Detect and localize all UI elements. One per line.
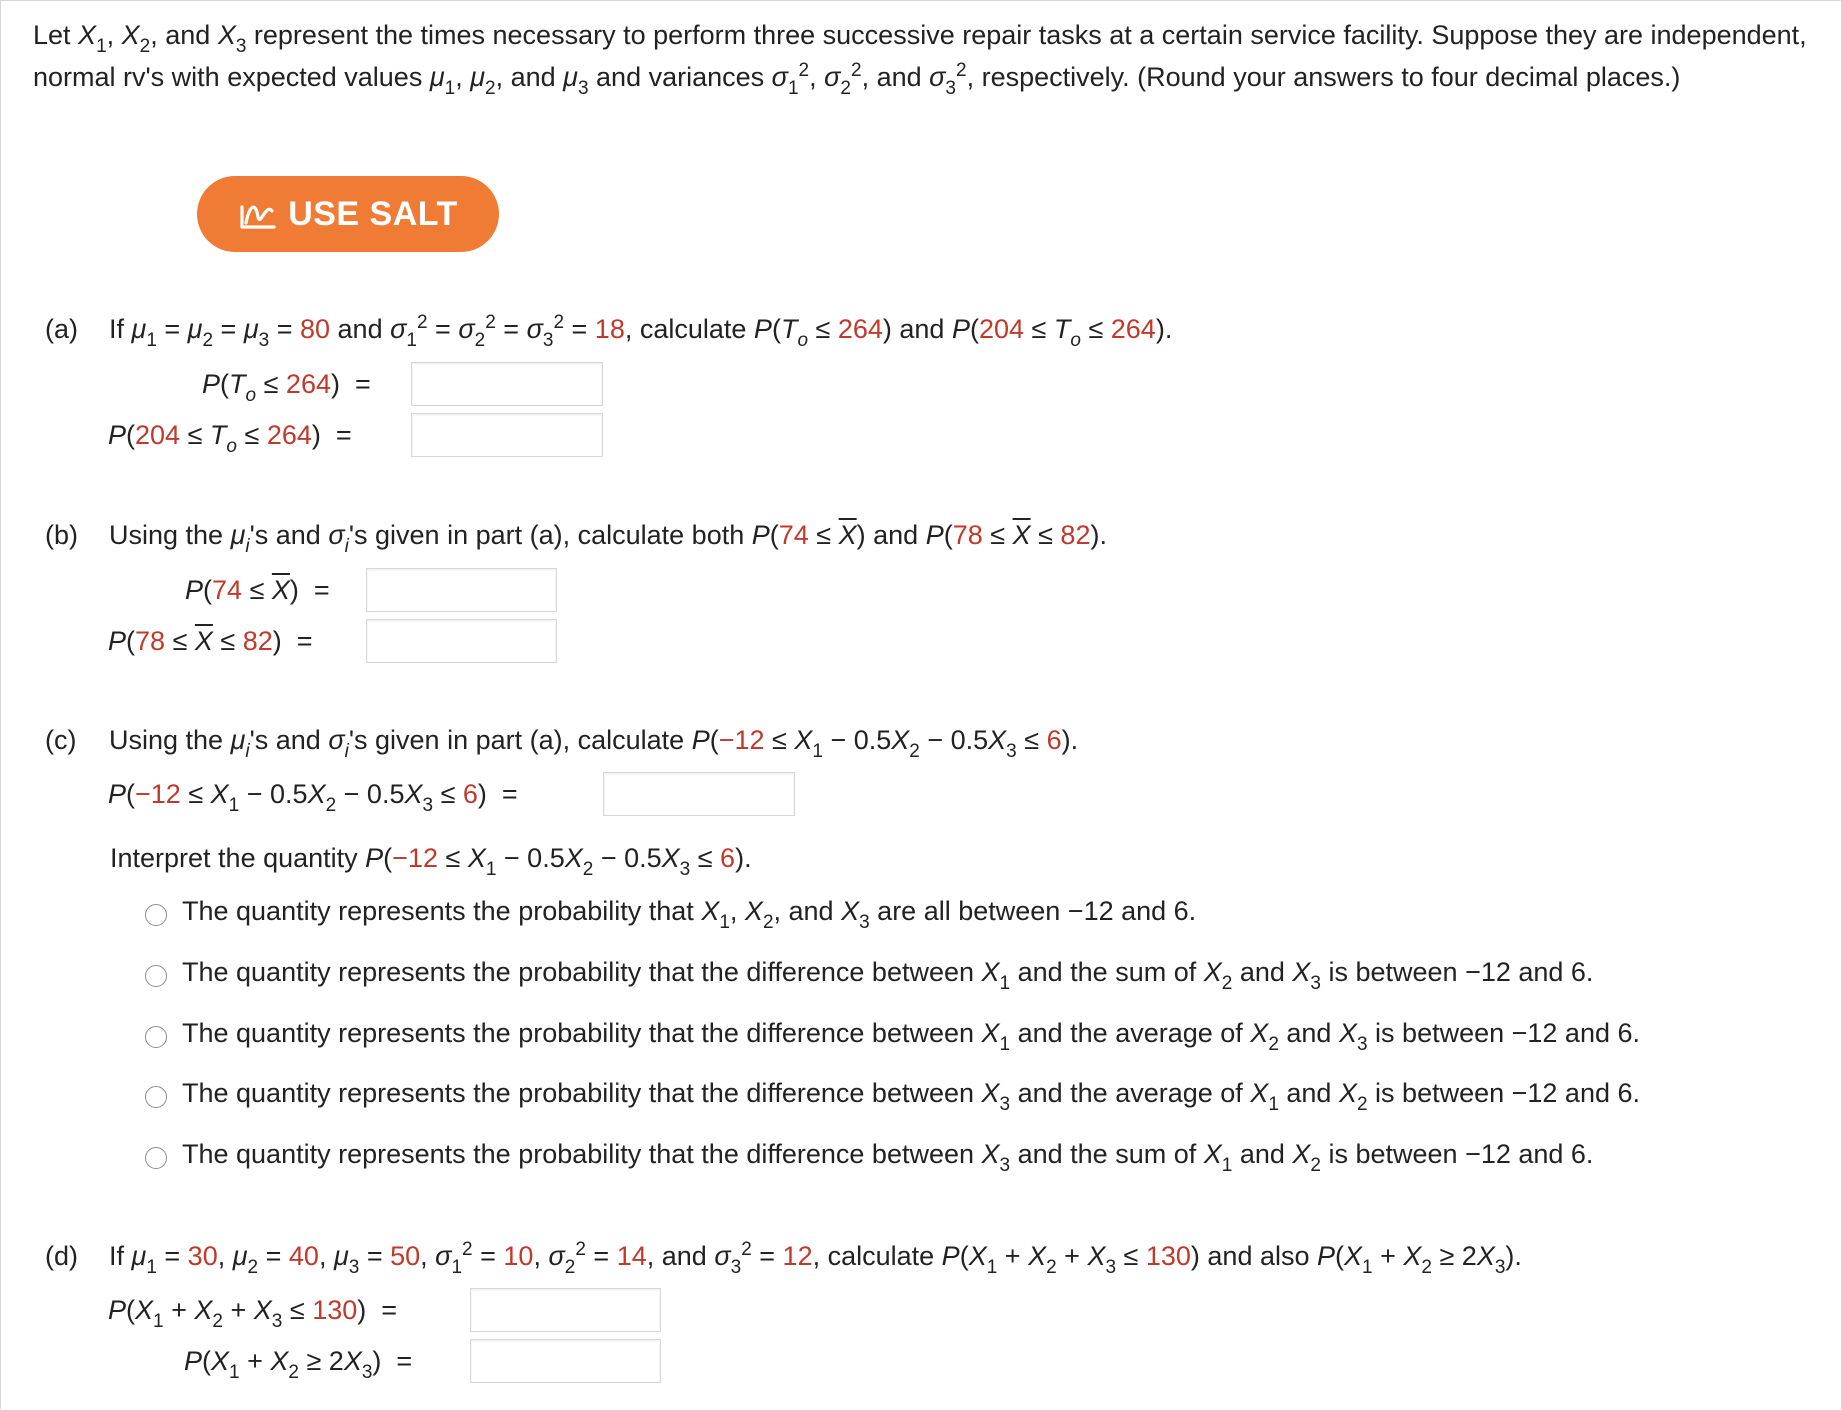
part-c-question: (c) Using the $\mu_i's$ and $\sigma_i's$ given in part (a), calculate $P(-12 \le X_1 - 0.5X_2 - 0.5X_3 \le 6)$. (45, 725, 1079, 763)
part-c-answer-1-input[interactable] (603, 772, 795, 816)
option-5-radio[interactable] (145, 1147, 167, 1169)
use-salt-label: USE SALT (288, 194, 458, 233)
option-2-radio[interactable] (145, 965, 167, 987)
part-a-question: (a) If $\mu_1 = \mu_2 = \mu_3 = 80$ and $\sigma_1^2 = \sigma_2^2 = \sigma_3^2 = 18$, calculate $P(T_o \le 264)$ and $P(204 \le T_o \le 264)$. (45, 312, 1173, 352)
part-a-label-1: $P(T_o \le 264)$ = (202, 369, 371, 407)
part-c-label-1: $P(-12 \le X_1 - 0.5X_2 - 0.5X_3 \le 6)$ = (108, 779, 518, 817)
part-c-interpret-prompt: Interpret the quantity $P(-12 \le X_1 - 0.5X_2 - 0.5X_3 \le 6)$. (110, 843, 752, 881)
option-3-text[interactable]: The quantity represents the probability that the difference between $X_1$ and the average of $X_2$ and $X_3$ is between −12 and 6. (182, 1018, 1640, 1056)
part-b-label-1: $P(74 \le \overline{X})$ = (185, 575, 330, 605)
part-d-label-1: $P(X_1 + X_2 + X_3 \le 130)$ = (108, 1295, 398, 1333)
part-d-answer-1-input[interactable] (470, 1288, 661, 1332)
part-b-label-2: $P(78 \le \overline{X} \le 82)$ = (108, 626, 313, 656)
part-d-answer-2-input[interactable] (470, 1339, 661, 1383)
option-5-text[interactable]: The quantity represents the probability that the difference between $X_3$ and the sum of $X_1$ and $X_2$ is between −12 and 6. (182, 1139, 1594, 1177)
use-salt-button[interactable] (197, 176, 499, 252)
option-1-text[interactable]: The quantity represents the probability that $X_1$, $X_2$, and $X_3$ are all between −12 and 6. (182, 896, 1197, 934)
part-d-question: (d) If $\mu_1 = 30$, $\mu_2 = 40$, $\mu_3 = 50$, $\sigma_1^2 = 10$, $\sigma_2^2 = 14$, and $\sigma_3^2 = 12$, calculate $P(X_1 + X_2 + X_3 \le 130)$ and also $P(X_1 + X_2 \ge 2X_3)$. (45, 1239, 1522, 1279)
part-b-answer-1-input[interactable] (366, 568, 557, 612)
option-1-radio[interactable] (145, 904, 167, 926)
option-4-radio[interactable] (145, 1086, 167, 1108)
part-b-answer-2-input[interactable] (366, 619, 557, 663)
part-b-question: (b) Using the $\mu_i's$ and $\sigma_i's$ given in part (a), calculate both $P(74 \le \overline{X})$ and $P(78 \le \overline{X} \le 82)$. (45, 520, 1107, 558)
option-4-text[interactable]: The quantity represents the probability that the difference between $X_3$ and the average of $X_1$ and $X_2$ is between −12 and 6. (182, 1078, 1640, 1116)
part-d-label-2: $P(X_1 + X_2 \ge 2X_3)$ = (184, 1346, 413, 1384)
part-a-answer-1-input[interactable] (411, 362, 603, 406)
problem-statement: Let $X_1$, $X_2$, and $X_3$ represent the times necessary to perform three successive repair tasks at a certain service facility. Suppose they are independent, normal rv's with expected values $\mu_1$, $\mu_2$, and $\mu_3$ and variances $\sigma_1^2$, $\sigma_2^2$, and $\sigma_3^2$, respectively. (Round your answers to four decimal places.) (33, 20, 1807, 100)
part-a-label-2: $P(204 \le T_o \le 264)$ = (108, 420, 352, 458)
salt-icon (238, 197, 278, 231)
option-3-radio[interactable] (145, 1026, 167, 1048)
option-2-text[interactable]: The quantity represents the probability that the difference between $X_1$ and the sum of $X_2$ and $X_3$ is between −12 and 6. (182, 957, 1594, 995)
part-a-answer-2-input[interactable] (411, 413, 603, 457)
